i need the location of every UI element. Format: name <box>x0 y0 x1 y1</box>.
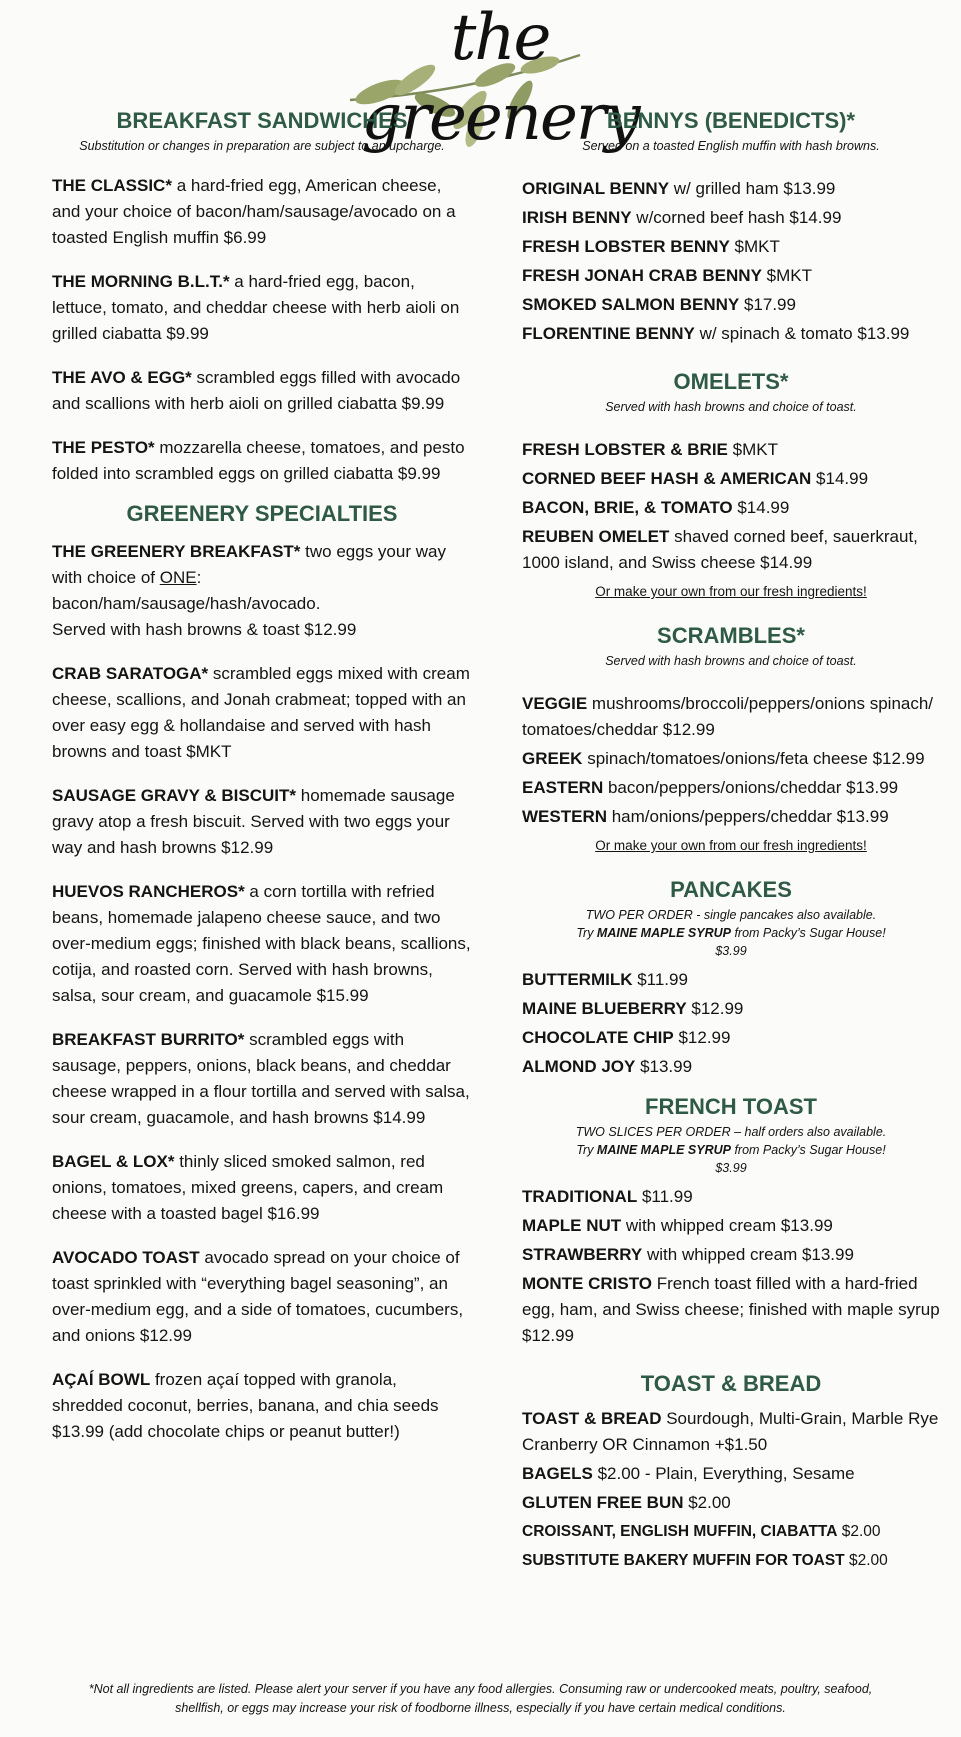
bennys-title: BENNYS (BENEDICTS)* <box>606 108 856 133</box>
menu-item: BACON, BRIE, & TOMATO $14.99 <box>522 498 790 517</box>
scrambles-title: SCRAMBLES* <box>657 623 805 648</box>
menu-item: FRESH JONAH CRAB BENNY $MKT <box>522 266 812 285</box>
maple-syrup-note: Try MAINE MAPLE SYRUP from Packy’s Sugar House! <box>576 926 886 940</box>
french-toast-title: FRENCH TOAST <box>645 1094 817 1119</box>
menu-item: CHOCOLATE CHIP $12.99 <box>522 1028 731 1047</box>
menu-item: SUBSTITUTE BAKERY MUFFIN FOR TOAST $2.00 <box>522 1552 888 1569</box>
breakfast-sandwiches-title: BREAKFAST SANDWICHES <box>116 108 408 133</box>
menu-item: VEGGIE mushrooms/broccoli/peppers/onions spinach/ tomatoes/cheddar $12.99 <box>522 694 934 739</box>
toast-bread-title: TOAST & BREAD <box>640 1371 822 1396</box>
omelets-title: OMELETS* <box>673 369 789 394</box>
menu-item: GREEK spinach/tomatoes/onions/feta cheese $12.99 <box>522 749 925 768</box>
menu-item: REUBEN OMELET shaved corned beef, sauerkraut, 1000 island, and Swiss cheese $14.99 <box>522 527 918 572</box>
menu-item: IRISH BENNY w/corned beef hash $14.99 <box>522 208 842 227</box>
allergy-disclaimer: *Not all ingredients are listed. Please alert your server if you have any food allergies. Consuming raw or undercooked meats, poultry, seafood, shellfish, or eggs may increase your risk of foodborne illness, especially if you have certain medical conditions. <box>88 1682 873 1715</box>
menu-item: BAGEL & LOX* thinly sliced smoked salmon, red onions, tomatoes, mixed greens, capers, and cream cheese with a toasted bagel $16.99 <box>52 1152 444 1223</box>
menu-item: MAPLE NUT with whipped cream $13.99 <box>522 1216 833 1235</box>
menu-item: MAINE BLUEBERRY $12.99 <box>522 999 744 1018</box>
menu-item: THE AVO & EGG* scrambled eggs filled with avocado and scallions with herb aioli on grilled ciabatta $9.99 <box>52 368 461 413</box>
menu-item: HUEVOS RANCHEROS* a corn tortilla with refried beans, homemade jalapeno cheese sauce, and two over-medium eggs; finished with black beans, scallions, cotija, and roasted corn. Served with hash browns, salsa, sour cream, and guacamole $15.99 <box>52 882 471 1005</box>
menu-item: EASTERN bacon/peppers/onions/cheddar $13.99 <box>522 778 899 797</box>
maple-syrup-price: $3.99 <box>715 944 747 958</box>
french-toast-note: TWO SLICES PER ORDER – half orders also available. <box>575 1125 887 1139</box>
menu-item: THE CLASSIC* a hard-fried egg, American cheese, and your choice of bacon/ham/sausage/avocado on a toasted English muffin $6.99 <box>52 176 456 247</box>
menu-item: BUTTERMILK $11.99 <box>522 970 688 989</box>
menu-item: FRESH LOBSTER & BRIE $MKT <box>522 440 778 459</box>
menu-item: AVOCADO TOAST avocado spread on your choice of toast sprinkled with “everything bagel seasoning”, an over-medium egg, and a side of tomatoes, cucumbers, and onions $12.99 <box>52 1248 464 1345</box>
menu-item: STRAWBERRY with whipped cream $13.99 <box>522 1245 854 1264</box>
pancakes-note: TWO PER ORDER - single pancakes also available. <box>585 908 877 922</box>
make-your-own-note: Or make your own from our fresh ingredients! <box>595 584 867 599</box>
omelets-subtitle: Served with hash browns and choice of toast. <box>605 400 857 414</box>
logo-text: the greenery <box>361 1 639 155</box>
menu-item: THE GREENERY BREAKFAST* two eggs your way with choice of ONE: bacon/ham/sausage/hash/avocado. Served with hash browns & toast $12.99 <box>52 542 446 639</box>
make-your-own-note: Or make your own from our fresh ingredients! <box>595 838 867 853</box>
menu-item: ORIGINAL BENNY w/ grilled ham $13.99 <box>522 179 836 198</box>
menu-item: THE PESTO* mozzarella cheese, tomatoes, and pesto folded into scrambled eggs on grilled ciabatta $9.99 <box>52 438 465 483</box>
right-column <box>522 108 940 1574</box>
menu-item: BREAKFAST BURRITO* scrambled eggs with sausage, peppers, onions, black beans, and cheddar cheese wrapped in a flour tortilla and served with salsa, sour cream, guacamole, and hash browns $14.99 <box>52 1030 470 1127</box>
menu-item: CORNED BEEF HASH & AMERICAN $14.99 <box>522 469 869 488</box>
scrambles-subtitle: Served with hash browns and choice of toast. <box>605 654 857 668</box>
menu-item: SMOKED SALMON BENNY $17.99 <box>522 295 796 314</box>
specialties-title: GREENERY SPECIALTIES <box>126 501 398 526</box>
menu-item: FRESH LOBSTER BENNY $MKT <box>522 237 780 256</box>
pancakes-title: PANCAKES <box>670 877 792 902</box>
menu-item: ALMOND JOY $13.99 <box>522 1057 693 1076</box>
menu-item: CROISSANT, ENGLISH MUFFIN, CIABATTA $2.00 <box>522 1523 881 1540</box>
maple-syrup-note: Try MAINE MAPLE SYRUP from Packy’s Sugar House! <box>576 1143 886 1157</box>
menu-item: FLORENTINE BENNY w/ spinach & tomato $13.99 <box>522 324 910 343</box>
menu-item: MONTE CRISTO French toast filled with a hard-fried egg, ham, and Swiss cheese; finished with maple syrup $12.99 <box>522 1274 940 1345</box>
maple-syrup-price: $3.99 <box>715 1161 747 1175</box>
menu-item: CRAB SARATOGA* scrambled eggs mixed with cream cheese, scallions, and Jonah crabmeat; topped with an over easy egg & hollandaise and served with hash browns and toast $MKT <box>52 664 470 761</box>
menu-item: TRADITIONAL $11.99 <box>522 1187 693 1206</box>
menu-item: THE MORNING B.L.T.* a hard-fried egg, bacon, lettuce, tomato, and cheddar cheese with herb aioli on grilled ciabatta $9.99 <box>52 272 460 343</box>
breakfast-sandwiches-subtitle: Substitution or changes in preparation are subject to an upcharge. <box>79 139 445 153</box>
left-column <box>52 108 472 1445</box>
menu-item: WESTERN ham/onions/peppers/cheddar $13.99 <box>522 807 889 826</box>
menu-item: GLUTEN FREE BUN $2.00 <box>522 1493 731 1512</box>
menu-item: SAUSAGE GRAVY & BISCUIT* homemade sausage gravy atop a fresh biscuit. Served with two eggs your way and hash browns $12.99 <box>52 786 455 857</box>
menu-item: AÇAÍ BOWL frozen açaí topped with granola, shredded coconut, berries, banana, and chia seeds $13.99 (add chocolate chips or peanut butter!) <box>52 1370 439 1441</box>
menu-item: BAGELS $2.00 - Plain, Everything, Sesame <box>522 1464 855 1483</box>
bennys-subtitle: Served on a toasted English muffin with hash browns. <box>582 139 880 153</box>
menu-item: TOAST & BREAD Sourdough, Multi-Grain, Marble Rye Cranberry OR Cinnamon +$1.50 <box>522 1409 939 1454</box>
